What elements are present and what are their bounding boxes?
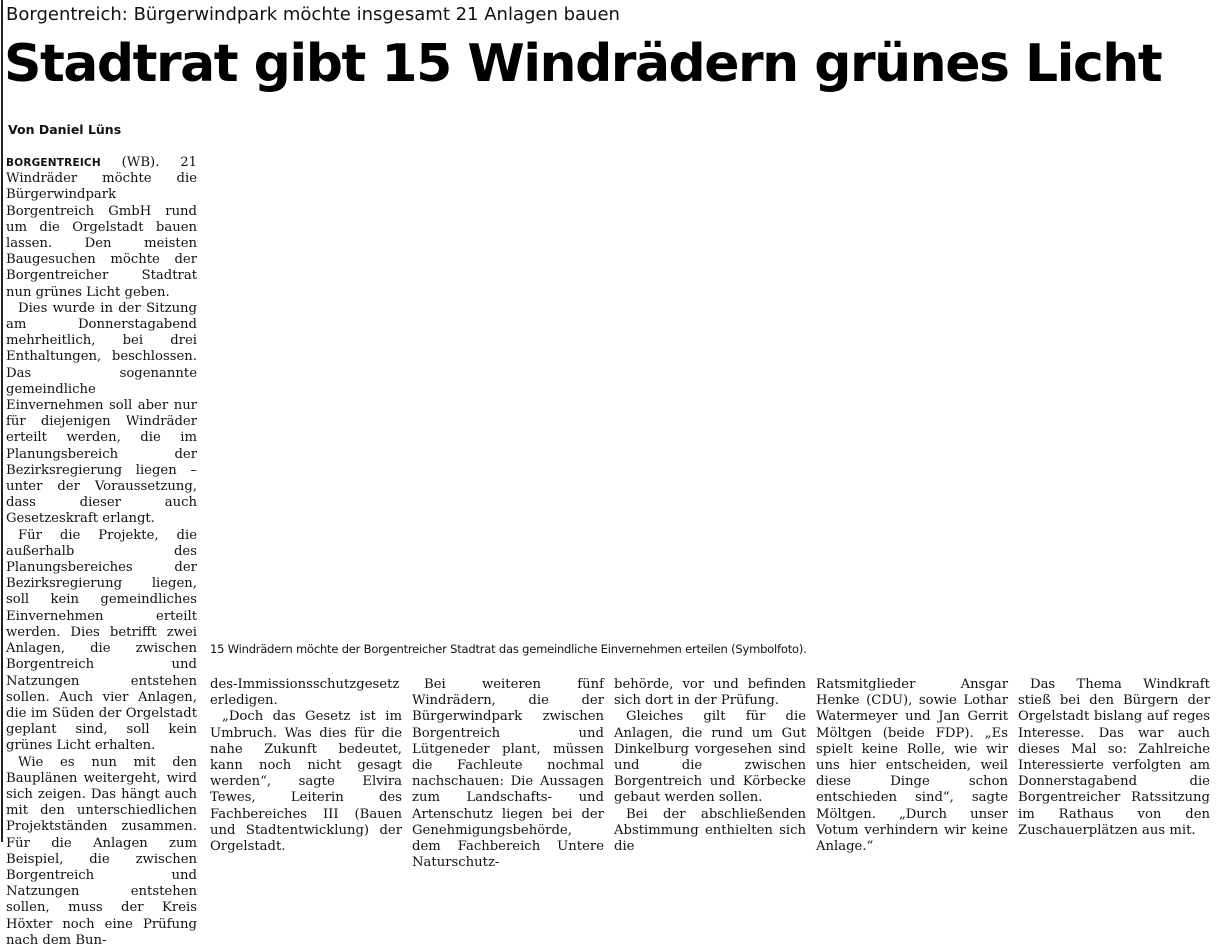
paragraph: Gleiches gilt für die Anlagen, die rund um Gut Dinkelburg vorgesehen sind und die zwischen Borgentreich und Körbecke gebaut werden sollen. [614, 709, 806, 806]
lead-text: (WB). 21 Windräder möchte die Bürgerwindpark Borgentreich GmbH rund um die Orgelstadt bauen lassen. Den meisten Baugesuchen möchte der Borgentreicher Stadtrat nun grünes Licht geben. [6, 155, 197, 300]
paragraph: Wie es nun mit den Bauplänen weitergeht, wird sich zeigen. Das hängt auch mit den unterschiedlichen Projektständen zusammen. Für die Anlagen zum Beispiel, die zwischen Borgentreich und Natzungen entstehen sollen, muss der Kreis Höxter noch eine Prüfung nach dem Bun- [6, 754, 197, 948]
article-column-6 [1018, 677, 1210, 842]
article-byline: Von Daniel Lüns [8, 122, 122, 137]
paragraph: des-Immissionsschutzgesetz erledigen. [210, 677, 400, 709]
article-kicker: Borgentreich: Bürgerwindpark möchte insgesamt 21 Anlagen bauen [6, 4, 620, 25]
article-column-4 [614, 677, 806, 855]
lead-paragraph [6, 155, 197, 301]
paragraph: „Doch das Gesetz ist im Umbruch. Was dies für die nahe Zukunft bedeutet, kann noch nicht gesagt werden“, sagte Elvira Tewes, Leiterin des Fachbereiches III (Bauen und Stadtentwicklung) der Orgelstadt. [210, 709, 402, 855]
photo-placeholder [208, 150, 1216, 640]
paragraph: Bei weiteren fünf Windrädern, die der Bürgerwindpark zwischen Borgentreich und Lütgeneder plant, müssen die Fachleute nochmal nachschauen: Die Aussagen zum Landschafts- und Artenschutz liegen bei der Genehmigungsbehörde, dem Fachbereich Untere Naturschutz- [412, 677, 604, 871]
article-column-2 [210, 677, 402, 855]
dateline: BORGENTREICH [6, 157, 101, 169]
article-headline: Stadtrat gibt 15 Windrädern grünes Licht [4, 34, 1162, 94]
article-column-1 [6, 155, 197, 948]
article-column-5 [816, 677, 1008, 855]
page-border [1, 0, 3, 842]
paragraph: Ratsmitglieder Ansgar Henke (CDU), sowie Lothar Watermeyer und Jan Gerrit Möltgen (beide FDP). „Es spielt keine Rolle, wie wir uns hier entscheiden, weil diese Dinge schon entschieden sind“, sagte Möltgen. „Durch unser Votum verhindern wir keine Anlage.“ [816, 677, 1008, 855]
paragraph: Das Thema Windkraft stieß bei den Bürgern der Orgelstadt bislang auf reges Interesse. Das war auch dieses Mal so: Zahlreiche Interessierte verfolgten am Donnerstagabend die Borgentreicher Ratssitzung im Rathaus von den Zuschauerplätzen aus mit. [1018, 677, 1210, 838]
paragraph: Für die Projekte, die außerhalb des Planungsbereiches der Bezirksregierung liegen, soll kein gemeindliches Einvernehmen erteilt werden. Dies betrifft zwei Anlagen, die zwischen Borgentreich und Natzungen entstehen sollen. Auch vier Anlagen, die im Süden der Orgelstadt geplant sind, soll kein grünes Licht erhalten. [6, 527, 197, 754]
photo-caption: 15 Windrädern möchte der Borgentreicher Stadtrat das gemeindliche Einvernehmen erteilen (Symbolfoto). [210, 642, 807, 656]
paragraph: Dies wurde in der Sitzung am Donnerstagabend mehrheitlich, bei drei Enthaltungen, beschlossen. Das sogenannte gemeindliche Einvernehmen soll aber nur für diejenigen Windräder erteilt werden, die im Planungsbereich der Bezirksregierung liegen – unter der Voraussetzung, dass dieser auch Gesetzeskraft erlangt. [6, 300, 197, 527]
article-column-3 [412, 677, 604, 871]
paragraph: behörde, vor und befinden sich dort in der Prüfung. [614, 677, 806, 709]
paragraph: Bei der abschließenden Abstimmung enthielten sich die [614, 806, 806, 855]
